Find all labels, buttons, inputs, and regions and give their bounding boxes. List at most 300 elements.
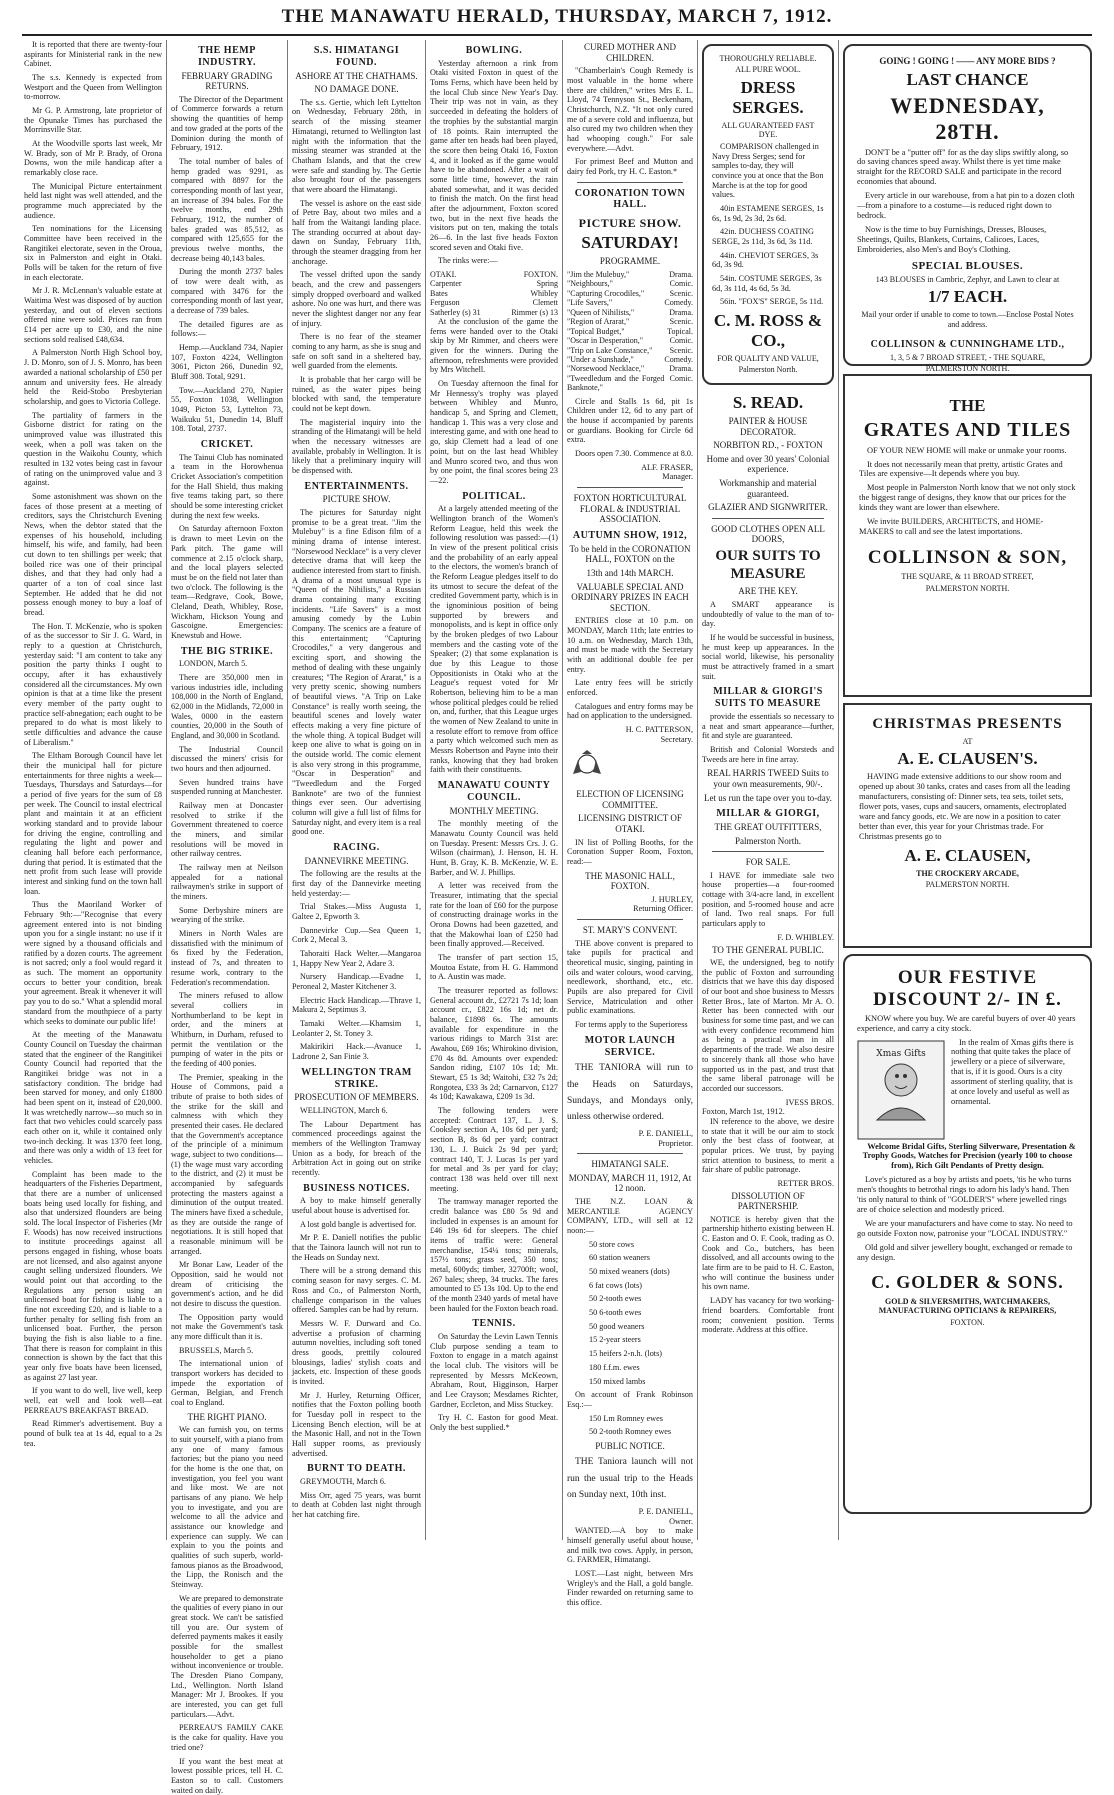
at-word: AT (859, 737, 1076, 746)
sale-text: THE N.Z. LOAN & MERCANTILE AGENCY COMPANY, LTD., will sell at 12 noon:— (567, 1197, 693, 1236)
paragraph: The rinks were:— (430, 256, 558, 266)
launch-title: MOTOR LAUNCH SERVICE. (567, 1035, 693, 1059)
rink-row (430, 298, 558, 307)
paragraph: BRUSSELS, March 5. (171, 1346, 283, 1356)
millar-place: Palmerston North. (702, 836, 834, 847)
rink-row-cell: Rimmer (s) 13 (497, 308, 558, 317)
last-chance: LAST CHANCE (857, 70, 1078, 90)
collinson-son: COLLINSON & SON, (859, 547, 1076, 569)
grates-tiles-ad (843, 374, 1092, 697)
entertainments-title: ENTERTAINMENTS. (292, 481, 421, 493)
film-row (567, 336, 693, 345)
lady-text: LADY has vacancy for two working-friend boarders. Comfortable front room; convenient position. Terms moderate. Address at this office. (702, 1296, 834, 1335)
rink-row (430, 308, 558, 317)
hort-entries: ENTRIES close at 10 p.m. on MONDAY, March 11th; late entries to 10 a.m. on Wednesday, March 13th, and must be made with the Secretary with an additional double fee per entry. (567, 616, 693, 674)
strike-title: THE BIG STRIKE. (171, 646, 283, 658)
read-title: S. READ. (702, 393, 834, 413)
hort-dates: 13th and 14th MARCH. (567, 568, 693, 579)
cricket-body (171, 453, 283, 641)
tennis-body (430, 1332, 558, 1433)
paragraph: 15 heifers 2-n.h. (lots) (581, 1349, 693, 1359)
rink-row-cell: Satherley (s) 31 (430, 308, 497, 317)
crockery-arcade: THE CROCKERY ARCADE, (859, 869, 1076, 878)
county-title: MANAWATU COUNTY COUNCIL. (430, 780, 558, 804)
public-notice-role: Owner. (567, 1517, 693, 1527)
sale-account: On account of Frank Robinson Esq.:— (567, 1390, 693, 1409)
paragraph: GREYMOUTH, March 6. (292, 1477, 421, 1487)
news-paragraph: It is reported that there are twenty-four aspirants for Ministerial rank in the new Cabinet. (24, 40, 162, 69)
film-row-cell: "Neighbours," (567, 279, 664, 288)
suits-p3: provide the essentials so necessary to a neat and smart appearance—further, fit and style are guaranteed. (702, 712, 834, 741)
paragraph: 54in. COSTUME SERGES, 3s 6d, 3s 11d, 4s 6d, 5s 3d. (712, 274, 824, 293)
paragraph: It is probable that her cargo will be ruined, as the water pipes being blocked with sand, the temperature could not be kept down. (292, 375, 421, 414)
bowling-title: BOWLING. (430, 45, 558, 57)
public-notice-title: PUBLIC NOTICE. (567, 1441, 693, 1452)
paragraph: The s.s. Gertie, which left Lyttelton on Wednesday, February 28th, in search of the missing steamer Himatangi, returned to Wellington last night with the information that the missing steamer was stranded at the Chatham Islands, and that the crew were safe and standing by. The Gertie also brought four of the passengers that were aboard the Himatangi. (292, 98, 421, 195)
paragraph: At a largely attended meeting of the Wellington branch of the Women's Reform League, held this week the following resolution was passed:—(1) In view of the present political crisis and the probability of an early appeal to the electors, the women's branch of the Reform League pledges itself to do its utmost to secure the defeat of the credited Government party, which is in the ignominious position of being supported by brewers and monopolists, and is kept in office only by the broken pledges of two Labour members and the casting vote of the Speaker; (2) that some explanation is due by this League to those Oppositionists in Otaki who at the League's request voted for Mr Robertson, believing him to be a man whose political pledges could be relied on, and, further, that this League urges the women of New Zealand to unite in a resolute effort to remove from office a party which welcomed such men as Messrs Robertson and Payne into their ranks, knowing that they had broken faith with their constituents. (430, 504, 558, 775)
paragraph: There are 350,000 men in various industries idle, including 108,000 in the North of England, 62,000 in the Midlands, 72,000 in Wales, 0000 in the eastern counties, 20,000 in the South of England, and 30,000 in Scotland. (171, 673, 283, 741)
divider (712, 518, 824, 519)
blouses-text: 143 BLOUSES in Cambric, Zephyr, and Lawn to clear at (857, 275, 1078, 284)
fraser-role: Manager. (567, 472, 693, 482)
christmas-presents-ad (843, 703, 1092, 948)
dress-serges-title: DRESS SERGES. (712, 78, 824, 118)
paragraph: Try H. C. Easton for good Meat. Only the best supplied.* (430, 1413, 558, 1432)
bowling-body-2 (430, 317, 558, 485)
retter-sign: RETTER BROS. (702, 1179, 834, 1189)
county-subtitle: MONTHLY MEETING. (430, 806, 558, 817)
paragraph: A letter was received from the Treasurer, intimating that the special rate for the loan of £60 for the purpose of constructing drainage works in the Orona Downs had been gazetted, and that the Makowhai loan of £250 had been finally approved.—Received. (430, 881, 558, 949)
business-notices-body (292, 1196, 421, 1458)
column-rule (562, 40, 563, 1540)
launch-role: Proprietor. (567, 1139, 693, 1149)
paragraph: The Premier, speaking in the House of Commons, paid a tribute of praise to both sides of the strike for the skill and calmness with which they presented their cases. He declared that the Government's acceptance of the principle of a minimum wage, subject to two conditions—(1) the wage must vary according to the district, and (2) it must be accompanied by safeguards protecting the masters against a diminution of the output treated. The miners have fixed a schedule, as they are outside the range of negotiations. It is still hoped that a reasonable minimum will be arranged. (171, 1073, 283, 1257)
paragraph: During the month 2737 bales of tow were dealt with, as compared with 3476 for the corresponding month of last year, a decrease of 739 bales. (171, 267, 283, 315)
film-row (567, 298, 693, 307)
film-row-cell: "Trip on Lake Constance," (567, 346, 664, 355)
news-paragraph: The s.s. Kennedy is expected from Westport and the Queen from Wellington to-morrow. (24, 73, 162, 102)
tram-subtitle: PROSECUTION OF MEMBERS. (292, 1092, 421, 1103)
film-row (567, 374, 693, 393)
grates-p2: It does not necessarily mean that pretty, artistic Grates and Tiles are expensive—It depends where you buy. (859, 460, 1076, 480)
political-body (430, 504, 558, 775)
going-going: GOING ! GOING ! —— ANY MORE BIDS ? (857, 56, 1078, 67)
paragraph: Railway men at Doncaster resolved to strike if the Government threatened to coerce the miners, and similar resolutions will be moved in other railway centres. (171, 801, 283, 859)
public-notice-text: THE Taniora launch will not run the usual trip to the Heads on Sunday next, 10th inst. (567, 1454, 693, 1502)
dissolution-text: NOTICE is hereby given that the partnership hitherto existing between H. C. Easton and O. F. Cook, trading as O. Cook and Co., butchers, has been dissolved, and all accounts owing to the late firm are to be paid to H. C. Easton, who will continue the business under his own name. (702, 1215, 834, 1292)
cured-title: CURED MOTHER AND CHILDREN. (567, 42, 693, 63)
racing-subtitle: DANNEVIRKE MEETING. (292, 856, 421, 867)
hort-prizes: VALUABLE SPECIAL AND ORDINARY PRIZES IN EACH SECTION. (567, 582, 693, 614)
suits-p4: British and Colonial Worsteds and Tweeds are here in fine array. (702, 745, 834, 764)
paragraph: The total number of bales of hemp graded was 9291, as compared with 8897 for the corresponding month of last year, an increase of 394 bales. For the twelve months, end 29th February, 1912, the number of bales graded was 85,512, as compared with 125,655 for the previous twelve months, the decrease being 40,143 bales. (171, 157, 283, 263)
paragraph: Messrs W. F. Durward and Co. advertise a profusion of charming autumn novelties, including soft toned dress goods, prettily coloured blousings, ladies' stylish coats and jackets, etc. Inspection of these goods is invited. (292, 1319, 421, 1387)
read-work: Workmanship and material guaranteed. (702, 478, 834, 499)
column-rule (425, 40, 426, 1540)
tram-body (292, 1106, 421, 1178)
film-row (567, 270, 693, 279)
rink-row (430, 289, 558, 298)
hort-role: Secretary. (567, 735, 693, 745)
tennis-title: TENNIS. (430, 1318, 558, 1330)
paragraph: Hemp.—Auckland 734, Napier 107, Foxton 4224, Wellington 3061, Picton 266, Dunedin 92, Bluff 308. Total, 9291. (171, 343, 283, 382)
public-notice-sign: P. E. DANIELL, (567, 1507, 693, 1517)
news-paragraph: Ten nominations for the Licensing Committee have been received in the Rangitikei electorate, seven in the Oroua, six in Palmerston and eight in Otaki. Polls will be taken for the return of five in each electorate. (24, 224, 162, 282)
film-row-cell: Comic. (664, 336, 693, 345)
film-row-cell: "Life Savers," (567, 298, 664, 307)
collinson-son-address: THE SQUARE, & 11 BROAD STREET, (859, 572, 1076, 581)
paragraph: 50 6-tooth ewes (581, 1308, 693, 1318)
film-row-cell: Scenic. (664, 289, 693, 298)
suits-title: OUR SUITS TO MEASURE (702, 548, 834, 583)
divider (577, 919, 683, 920)
suits-p2: If he would be successful in business, he must keep up appearances. In the social world, likewise, his personality must be attractively framed in a smart suit. (702, 633, 834, 681)
news-paragraph: The Municipal Picture entertainment held last night was well attended, and the programme much appreciated by the audience. (24, 182, 162, 221)
hemp-subtitle: FEBRUARY GRADING RETURNS. (171, 71, 283, 92)
clausen-city: PALMERSTON NORTH. (859, 880, 1076, 889)
paragraph: Tamaki Welter.—Khamsim 1, Leolanter 2, St. Toney 3. (292, 1019, 421, 1038)
lost-text: LOST.—Last night, between Mrs Wrigley's and the Hall, a gold bangle. Finder rewarded on returning same to this office. (567, 1569, 693, 1608)
tram-title: WELLINGTON TRAM STRIKE. (292, 1067, 421, 1091)
general-public-date: Foxton, March 1st, 1912. (702, 1107, 834, 1117)
column-rule (697, 40, 698, 1540)
piano-title: THE RIGHT PIANO. (171, 1412, 283, 1423)
rink-row-cell: OTAKI. (430, 270, 497, 279)
news-paragraph: Mr J. R. McLennan's valuable estate at Waitima West was disposed of by auction yesterday, and out of eleven sections offered nine were sold. Prices ran from £14 per acre up to £30, and the nine sections sold realised £48,634. (24, 286, 162, 344)
paragraph: There is no fear of the steamer coming to any harm, as she is snug and safe on soft sand in a sheltered bay, well guarded from the elements. (292, 332, 421, 371)
millar-sub: THE GREAT OUTFITTERS, (702, 822, 834, 833)
news-paragraph: If you want to do well, live well, keep well, eat well and look well—eat PERREAU'S BREAKFAST BREAD. (24, 1386, 162, 1415)
festive-p1: KNOW where you buy. We are careful buyers of over 40 years experience, and carry a city stock. (857, 1014, 1078, 1034)
sale-text-1: DON'T be a "putter off" for as the day slips swiftly along, so do saving chances speed away. Whilst there is yet time make straight for the RECORD SALE and participate in the record economies that abound. (857, 148, 1078, 188)
paragraph: The pictures for Saturday night promise to be a great treat. "Jim the Mulebuy" is a fine Edison film of a mining drama of intense interest. "Norsewood Necklace" is a very clever detective drama that will keep the audience interested from start to finish. A drama of a most unusual type is "Queen of the Nihilists," a Russian drama containing many exciting incidents. "Life Savers" is a most amusing comedy by the Lubin Company. The scenics are a feature of this entertainment; "Capturing Crocodiles," a very dangerous and exciting sport, and showing the method of dealing with these ungainly creatures; "The Region of Ararat," is a very pretty scenic, showing numbers of beautiful views. "A Trip on Lake Constance" is really worth seeing, the beautiful scenes and lovely water effects making a very fine picture of the whole thing. A topical Budget will keep one alive to what is going on in the outside world. The comic element is also very strong in this programme, "Oscar in Desperation" and "Tweedledum and the Forged Banknote" are two of the funniest things ever seen. Our advertising column will give a full list of films for Saturday night, and every item is a real good one. (292, 508, 421, 837)
sale-text-2: Every article in our warehouse, from a hat pin to a dozen cloth—from a pinafore to a costume—is reduced right down to bedrock. (857, 191, 1078, 221)
paragraph: Seven hundred trains have suspended running at Manchester. (171, 778, 283, 797)
rink-row-cell: Spring (497, 279, 558, 288)
film-row-cell: Scenic. (664, 346, 693, 355)
paragraph: The transfer of part section 15, Moutoa Estate, from H. G. Hammond to A. Austin was made. (430, 953, 558, 982)
burnt-title: BURNT TO DEATH. (292, 1463, 421, 1475)
cricket-title: CRICKET. (171, 439, 283, 451)
royal-arms-icon (567, 748, 607, 780)
paragraph: 15 2-year steers (581, 1335, 693, 1345)
paragraph: Some Derbyshire miners are wearying of the strike. (171, 906, 283, 925)
licensing-district: LICENSING DISTRICT OF OTAKI. (567, 813, 693, 834)
general-public-sign: IVESS BROS. (702, 1098, 834, 1108)
paragraph: Yesterday afternoon a rink from Otaki visited Foxton in quest of the Toms Ferns, which have been held by the local Club since New Year's Day. Their trip was not in vain, as they succeeded in defeating the holders of the trophies by the substantial margin of 18 points. Rain interrupted the game after ten heads had been played, the score then being Otaki 16, Foxton 4, and it looked as if the game would have to be abandoned. After a wait of some little time, however, the rain abated somewhat, and it was decided to finish the match. On the first head after the adjournment, Foxton scored two, but in the next five heads the visitors put on ten, making the totals 26—6. In the last five heads Foxton scored seven and Otaki five. (430, 59, 558, 252)
collinson-city: PALMERSTON NORTH. (857, 364, 1078, 373)
read-home: Home and over 30 years' Colonial experience. (702, 454, 834, 475)
read-role: PAINTER & HOUSE DECORATOR. (702, 416, 834, 437)
paragraph: PERREAU'S FAMILY CAKE is the cake for quality. Have you tried one? (171, 1723, 283, 1752)
film-row-cell: Drama. (664, 270, 693, 279)
suits-top: GOOD CLOTHES OPEN ALL DOORS, (702, 524, 834, 545)
beef-text: For primest Beef and Mutton and dairy fed Pork, try H. C. Easton.* (567, 157, 693, 176)
suits-tape: Let us run the tape over you to-day. (702, 793, 834, 804)
news-paragraph: At the meeting of the Manawatu County Council on Tuesday the chairman stated that the engineer of the Rangitikei County Council had reported that the Rangitikei bridge was not in a satisfactory condition. The bridge had been starved for money, and only £1800 had been spent on it, instead of £20,000. It was wretchedly narrow—so much so in fact that two vehicles could scarcely pass each other on it, while it contained only two-inch decking. It was 1370 feet long, and there was only a width of 13 feet for vehicles. (24, 1030, 162, 1165)
paragraph: Mr Bonar Law, Leader of the Opposition, said he would not dream of criticising the government's action, and he did not desire to discuss the question. (171, 1260, 283, 1308)
paragraph: A lost gold bangle is advertised for. (292, 1220, 421, 1230)
festive-bold: Welcome Bridal Gifts, Sterling Silverware, Presentation & Trophy Goods, Watches for Precision (yearly 100 to choose from), Rich Gilt Pendants of Pretty design. (857, 1142, 1078, 1172)
ship-title: S.S. HIMATANGI FOUND. (292, 45, 421, 69)
county-body (430, 819, 558, 1313)
film-row (567, 317, 693, 326)
festive-p5: Old gold and silver jewellery bought, exchanged or remade to any design. (857, 1243, 1078, 1263)
news-paragraph: The partiality of farmers in the Gisborne district for rating on the unimproved value was illustrated this week, when a poll was taken on the question in the Waikohu County, which resulted in 132 votes being cast in favour of rating on the unimproved value and 3 against. (24, 411, 162, 488)
column-advertisements (702, 40, 834, 1538)
hort-title: FOXTON HORTICULTURAL FLORAL & INDUSTRIAL ASSOCIATION. (567, 493, 693, 525)
film-row-cell: "Region of Ararat," (567, 317, 664, 326)
cured-text: "Chamberlain's Cough Remedy is most valuable in the home where there are children," writes Mrs E. L. Lloyd, 74 Tennyson St., Beckenham, Christchurch, N.Z. "It not only cured me of a severe cold and influenza, but also cured my two children when they had whooping cough." For sale everywhere.—Advt. (567, 66, 693, 153)
sale-text-3: Now is the time to buy Furnishings, Dresses, Blouses, Sheetings, Quilts, Blankets, Curtains, Calicoes, Laces, Embroideries, also Men's and Boy's Clothing. (857, 225, 1078, 255)
column-local-news (24, 40, 162, 1538)
paragraph: We are prepared to demonstrate the qualities of every piano in our great stock. We can't be satisfied till you are. Our system of deferred payments makes it easily possible for the smallest householder to get a piano without inconvenience or trouble. The Dresden Piano Company, Ltd., Wellington. North Island Manager: Mr J. Brookes. If you are interested, you can get full particulars.—Advt. (171, 1594, 283, 1720)
paragraph: The following tenders were accepted: Contract 137, L. J. S. Cooksley section A, 10s 6d per yard; section B, 8s 6d per yard; contract 130, L. J. Buick 2s 9d per yard; contract 140, T. J. Lucas 1s per yard for metal and 3s per yard for clay; contract 138 was held over till next meeting. (430, 1106, 558, 1193)
paragraph: 150 mixed lambs (581, 1377, 693, 1387)
sale-items-2 (567, 1414, 693, 1437)
column-hemp-cricket-strike (171, 40, 283, 1538)
film-row (567, 279, 693, 288)
paragraph: 40in ESTAMENE SERGES, 1s 6s, 1s 9d, 2s 3d, 2s 6d. (712, 204, 824, 223)
column-rule (166, 40, 167, 1540)
paragraph: Mr P. E. Daniell notifies the public that the Tainora launch will not run to the Heads on Sunday next. (292, 1233, 421, 1262)
film-row-cell: Comedy. (664, 355, 693, 364)
news-paragraph: Mr G. P. Armstrong, late proprietor of the Opunake Times has purchased the Morrinsville Star. (24, 106, 162, 135)
paragraph: The Industrial Council discussed the miners' crisis for two hours and then adjourned. (171, 745, 283, 774)
general-public-text: WE, the undersigned, beg to notify the public of Foxton and surrounding districts that we have this day disposed of our boot and shoe business to Messrs Retter Bros., late of Marton. Mr A. O. Retter has been connected with our business for some time past, and we can with every confidence recommend him as being a practical man in all departments of the trade. We also desire to sincerely thank all those who have supported us in the past, and trust that the same liberal patronage will be accorded our successors. (702, 958, 834, 1093)
rink-row-cell: Bates (430, 289, 497, 298)
film-row (567, 364, 693, 373)
paragraph: Mr J. Hurley, Returning Officer, notifies that the Foxton polling booth for Tuesday poll in respect to the Licensing Bench election, will be at the Masonic Hall, and not in the Town Hall supper rooms, as previously advertised. (292, 1391, 421, 1459)
film-row-cell: "Tweedledum and the Forged Banknote," (567, 374, 664, 393)
for-sale-title: FOR SALE. (702, 857, 834, 868)
film-row (567, 346, 693, 355)
film-row-cell: Drama. (664, 308, 693, 317)
fast-dye: ALL GUARANTEED FAST DYE. (712, 121, 824, 140)
piano-body (171, 1425, 283, 1795)
paragraph: On Tuesday afternoon the final for Mr Hennessy's trophy was played between Whibley and Munro, handicap 5, and Spring and Clemett, handicap 1. This was a very close and interesting game, and with one head to go, skip Clemett had a lead of one point, but on the last head Whibley and Munro scored two, and thus won by one point, the final scores being 23—22. (430, 379, 558, 485)
festive-title: OUR FESTIVE DISCOUNT 2/- IN £. (857, 967, 1078, 1011)
divider (577, 487, 683, 488)
film-row-cell: Topical. (664, 327, 693, 336)
blouses-price: 1/7 EACH. (857, 287, 1078, 307)
paragraph: The vessel is ashore on the east side of Petre Bay, about two miles and a half from the Waitangi landing place. The stranding occurred at about day-dawn on Sunday, February 11th, through the steamer dragging from her anchorage. (292, 199, 421, 267)
bowling-rinks-table (430, 270, 558, 317)
licensing-sign: J. HURLEY, (567, 895, 693, 905)
rink-row (430, 279, 558, 288)
collinson-address: 1, 3, 5 & 7 BROAD STREET, - THE SQUARE, (857, 353, 1078, 362)
grates-p4: We invite BUILDERS, ARCHITECTS, and HOME-MAKERS to call and see the latest importations. (859, 517, 1076, 537)
reliable-tag: THOROUGHLY RELIABLE. (712, 54, 824, 63)
launch-sign: P. E. DANIELL, (567, 1129, 693, 1139)
ship-body (292, 98, 421, 476)
for-sale-text: I HAVE for immediate sale two house properties—a four-roomed cottage with 3/4-acre land, in excellent position, and 5-roomed house and acre of land. Two real snaps. For full particulars apply to (702, 871, 834, 929)
masonic-hall: THE MASONIC HALL, FOXTON. (567, 871, 693, 892)
hemp-title: THE HEMP INDUSTRY. (171, 45, 283, 69)
suits-p1: A SMART appearance is undoubtedly of value to the man of to-day. (702, 600, 834, 629)
paragraph: Electric Hack Handicap.—Thrave 1, Makura 2, Septimus 3. (292, 996, 421, 1015)
paragraph: Tow.—Auckland 270, Napier 55, Foxton 1038, Wellington 1049, Picton 53, Lyttelton 73, Waikuku 51, Dunedin 14, Bluff 108. Total, 2737. (171, 386, 283, 434)
ship-subtitle-2: NO DAMAGE DONE. (292, 84, 421, 95)
racing-body (292, 869, 421, 1061)
column-display-ads (843, 40, 1092, 1538)
news-paragraph: A Palmerston North High School boy, J. D. Monro, son of J. S. Monro, has been awarded a national scholarship of £50 per annum and university fees. He already held the Reid-Stobo Presbyterian scholarship, and goes to Victoria College. (24, 348, 162, 406)
paragraph: 50 2-tooth ewes (581, 1294, 693, 1304)
grates-title: GRATES AND TILES (859, 419, 1076, 443)
blouses-title: SPECIAL BLOUSES. (857, 260, 1078, 273)
divider (712, 851, 824, 852)
festive-p4: We are your manufacturers and have come to stay. No need to go outside Foxton now, patronise your "LOCAL INDUSTRY." (857, 1219, 1078, 1239)
wednesday-title: WEDNESDAY, 28TH. (857, 93, 1078, 145)
licensing-title: ELECTION OF LICENSING COMMITTEE. (567, 789, 693, 810)
dress-serges-ad (702, 44, 834, 385)
paragraph: Miss Orr, aged 75 years, was burnt to death at Cobden last night through her hat catching fire. (292, 1491, 421, 1520)
film-row (567, 308, 693, 317)
paragraph: Miners in North Wales are dissatisfied with the minimum of 6s fixed by the Federation, instead of 7s, and threaten to resume work, contrary to the Federation's recommendation. (171, 929, 283, 987)
divider (577, 1153, 683, 1154)
column-rule (287, 40, 288, 1540)
picture-show-title: PICTURE SHOW. (567, 216, 693, 230)
suits-key: ARE THE KEY. (702, 586, 834, 597)
paragraph: 180 f.f.m. ewes (581, 1363, 693, 1373)
film-row (567, 355, 693, 364)
paragraph: The vessel drifted upon the sandy beach, and the crew and passengers simply dropped overboard and walked ashore. No one was hurt, and there was never the slightest danger nor any fear of injury. (292, 270, 421, 328)
grates-p1: OF YOUR NEW HOME will make or unmake your rooms. (859, 446, 1076, 456)
column-notices (567, 40, 693, 1538)
paragraph: The Opposition party would not make the Government's task any more difficult than it is. (171, 1313, 283, 1342)
paragraph: The following are the results at the first day of the Dannevirke meeting held yesterday:— (292, 869, 421, 898)
paragraph: On Saturday the Levin Lawn Tennis Club purpose sending a team to Foxton to engage in a match against the local club. The visitors will be represented by Messrs McKeown, Abraham, Rout, Higginson, Harper and Lee Crayson; Mesdames Richter, Gardner, Eccleton, and Miss Stuckey. (430, 1332, 558, 1409)
paragraph: 44in. CHEVIOT SERGES, 3s 6d, 3s 9d. (712, 251, 824, 270)
film-row-cell: "Norsewood Necklace," (567, 364, 664, 373)
film-row-cell: Scenic. (664, 317, 693, 326)
convent-terms: For terms apply to the Superioress (567, 1020, 693, 1030)
paragraph: 60 station weaners (581, 1253, 693, 1263)
business-notices-title: BUSINESS NOTICES. (292, 1183, 421, 1195)
film-row-cell: "Oscar in Desperation," (567, 336, 664, 345)
golder-title: C. GOLDER & SONS. (857, 1272, 1078, 1293)
read-glazier: GLAZIER AND SIGNWRITER. (702, 502, 834, 513)
rink-row-cell: Ferguson (430, 298, 497, 307)
paragraph: 6 fat cows (lots) (581, 1281, 693, 1291)
sale-date: MONDAY, MARCH 11, 1912, At 12 noon. (567, 1173, 693, 1194)
masthead: THE MANAWATU HERALD, THURSDAY, MARCH 7, 1912. (0, 6, 1114, 28)
paragraph: Trial Stakes.—Miss Augusta 1, Galtee 2, Epworth 3. (292, 902, 421, 921)
mail-order: Mail your order if unable to come to town.—Enclose Postal Notes and address. (857, 310, 1078, 329)
collinson-cunninghame: COLLINSON & CUNNINGHAME LTD., (857, 339, 1078, 351)
ross-quality: FOR QUALITY AND VALUE, (712, 354, 824, 363)
paragraph: Dannevirke Cup.—Sea Queen 1, Cork 2, Mecal 3. (292, 926, 421, 945)
paragraph: The Labour Department has commenced proceedings against the members of the Wellington Tramway Union as a body, for breach of the Arbitration Act in going out on strike recently. (292, 1120, 421, 1178)
rink-row-cell: Carpenter (430, 279, 497, 288)
entertainments-body (292, 508, 421, 837)
harris-tweed: REAL HARRIS TWEED Suits to your own measurements, 90/-. (702, 768, 834, 789)
paragraph: If you want the best meat at lowest possible prices, tell H. C. Easton so to call. Customers waited on daily. (171, 1757, 283, 1795)
paragraph: Nursery Handicap.—Evadne 1, Peroneal 2, Master Kitchener 3. (292, 972, 421, 991)
racing-title: RACING. (292, 842, 421, 854)
paragraph: The Tainui Club has nominated a team in the Horowhenua Cricket Association's competition for the Hall Shield, thus making five teams taking part, so there should be some interesting cricket during the next few weeks. (171, 453, 283, 521)
festive-p3: Love's pictured as a boy by artists and poets, 'tis he who turns men's thoughts to betrothal rings to adorn his lady's hand. Then 'tis only natural to think of "GOLDER'S" where jewelled rings are of choice selection and modestly priced. (857, 1175, 1078, 1215)
dissolution-title: DISSOLUTION OF PARTNERSHIP. (702, 1191, 834, 1212)
read-address: NORBITON RD., - FOXTON (702, 440, 834, 451)
fraser-sign: ALF. FRASER, (567, 463, 693, 473)
strike-body (171, 659, 283, 1407)
paragraph: Makirikiri Hack.—Avanuce 1, Ladrone 2, San Finie 3. (292, 1042, 421, 1061)
hemp-body (171, 95, 283, 434)
paragraph: The Director of the Department of Commerce forwards a return showing the quantities of hemp and tow graded at the ports of the Dominion during the month of February, 1912. (171, 95, 283, 153)
film-row-cell: "Capturing Crocodiles," (567, 289, 664, 298)
licensing-role: Returning Officer. (567, 904, 693, 914)
clausen-name: A. E. CLAUSEN, (859, 846, 1076, 866)
hort-held: To be held in the CORONATION HALL, FOXTON on the (567, 544, 693, 565)
wanted-text: WANTED.—A boy to make himself generally useful about house, and milk two cows. Apply, in person, G. FARMER, Himatangi. (567, 1526, 693, 1565)
collinson-son-city: PALMERSTON NORTH. (859, 584, 1076, 593)
paragraph: We can furnish you, on terms to suit yourself, with a piano from any one of many famous factories; but the piano you need for the home is the one that, on investigation, you feel you want and like most. We are not partisans of any piano. We help you to investigate, and you are welcome to all the advice and assistance our knowledge and experience can supply. We can explain to you the points and qualities of such superb, world-famous pianos as the Broadwood, the Lipp, the Ronisch and the Steinway. (171, 1425, 283, 1589)
paragraph: 50 store cows (581, 1240, 693, 1250)
paragraph: 56in. "FOX'S" SERGE, 5s 11d. (712, 297, 824, 307)
column-bowling-political (430, 40, 558, 1538)
paragraph: The treasurer reported as follows: General account dr., £2721 7s 1d; loan account cr., £822 16s 1d; net dr. balance, £1898 6s. The amounts available for expenditure in the various ridings to March 31st are: Awahou, £69 16s; Whirokino division, £70 4s 8d. Amounts over expended: Sandon riding, £107 10s 1d; Mt. Stewart, £5 1s 3d; Waitohi, £32 7s 2d; Rongotea, £33 3s 2d; Carnarvon, £127 4s 10d; Kawakawa, £209 1s 3d. (430, 986, 558, 1102)
coronation-hall: CORONATION TOWN HALL. (567, 188, 693, 212)
paragraph: The magisterial inquiry into the stranding of the Himatangi will be held when the necessary witnesses are available, probably in Wellington. It is likely that a preliminary inquiry will be dispensed with. (292, 418, 421, 476)
bowling-body (430, 59, 558, 266)
film-row-cell: Comic. (664, 279, 693, 288)
golder-place: FOXTON. (857, 1318, 1078, 1327)
wool-tag: ALL PURE WOOL. (712, 65, 824, 74)
paragraph: The detailed figures are as follows:— (171, 320, 283, 339)
paragraph: The miners refused to allow several colliers in Northumberland to be kept in order, and the miners at Whitburn, in Durham, refused to permit the ventilation or the pumping of water in the pits or the feeding of 400 ponies. (171, 991, 283, 1068)
film-row-cell: Drama. (664, 364, 693, 373)
hort-late: Late entry fees will be strictly enforced. (567, 678, 693, 697)
local-news-list (24, 40, 162, 1448)
political-title: POLITICAL. (430, 491, 558, 503)
rink-row-cell: Clemett (497, 298, 558, 307)
retter-text: IN reference to the above, we desire to state that it will be our aim to stock only the best class of footwear, at popular prices. We trust, by paying strict attention to business, to merit a fair share of public patronage. (702, 1117, 834, 1175)
illustration-caption: Xmas Gifts (876, 1049, 926, 1059)
paragraph: 42in. DUCHESS COATING SERGE, 2s 11d, 3s 6d, 3s 11d. (712, 227, 824, 246)
news-paragraph: The Eltham Borough Council have let their the municipal hall for picture entertainments for three nights a week—Tuesdays, Thursdays and Saturdays—for a period of five years for the sum of £8 per week. The Council to instal electrical plant and maintain it at an efficient working standard and to provide labour for driving the engine, controlling and regulating the light and power and cleaning hall before each performance, during that period. It is estimated that the nett profit from such lease will provide interest and sinking fund on the town hall loan. (24, 751, 162, 896)
paragraph: The monthly meeting of the Manawatu County Council was held on Tuesday. Present: Messrs Crs. J. G. Wilson (chairman), J. Henson, H. H. Hunt, B. Gray, K. B. McKenzie, W. E. Barber, and W. J. Phillips. (430, 819, 558, 877)
ross-name: C. M. ROSS & CO., (712, 311, 824, 351)
film-row-cell: "Jim the Mulebuy," (567, 270, 664, 279)
masthead-rule (22, 34, 1092, 36)
rink-row-cell: Whibley (497, 289, 558, 298)
paragraph: WELLINGTON, March 6. (292, 1106, 421, 1116)
ross-place: Palmerston North. (712, 365, 824, 374)
film-row-cell: "Queen of Nihilists," (567, 308, 664, 317)
sale-title: HIMATANGI SALE. (567, 1159, 693, 1170)
news-paragraph: The Hon. T. McKenzie, who is spoken of as the successor to Sir J. G. Ward, in reply to a question at Christchurch, yesterday said: "I am content to take any position the party thinks I ought to occupy, after it has exhaustively considered all the circumstances. My own opinion is that at a time like the present every member of the party ought to practice self-abnegation; each ought to be prepared to do what is most likely to settle difficulties and advance the cause of Liberalism." (24, 622, 162, 748)
paragraph: 150 Lm Romney ewes (581, 1414, 693, 1424)
christmas-title: CHRISTMAS PRESENTS (859, 716, 1076, 734)
programme-title: PROGRAMME. (567, 256, 693, 267)
film-row-cell: Comedy. (664, 298, 693, 307)
news-paragraph: Read Rimmer's advertisement. Buy a pound of bulk tea at 1s 4d, equal to a 2s tea. (24, 1419, 162, 1448)
autumn-show: AUTUMN SHOW, 1912, (567, 530, 693, 542)
burnt-body (292, 1477, 421, 1520)
golder-sub: GOLD & SILVERSMITHS, WATCHMAKERS, MANUFACTURING OPTICIANS & REPAIRERS, (857, 1297, 1078, 1316)
paragraph: The tramway manager reported the credit balance was £80 5s 9d and included in expenses is an amount for £46 19s 6d for sleepers. The chief items of traffic were: General merchandise, 154¼ tons; minerals, 157½ tons; grass seed, 350 tons; metal, 600yds; timber, 32700ft; wool, 267 bales; sheep, 34 trucks. The fares amounted to £5 13s 10d. Up to the end of the month 2340 yards of metal have been hauled for the Foxton beach road. (430, 1197, 558, 1313)
record-sale-ad (843, 44, 1092, 366)
hort-catalogue: Catalogues and entry forms may be had on application to the undersigned. (567, 702, 693, 721)
millar-name: MILLAR & GIORGI, (702, 808, 834, 820)
paragraph: 50 good weaners (581, 1322, 693, 1332)
convent-title: ST. MARY'S CONVENT. (567, 925, 693, 936)
ship-subtitle: ASHORE AT THE CHATHAMS. (292, 71, 421, 82)
news-paragraph: Thus the Maoriland Worker of February 9th:—"Recognise that every agreement entered into is not binding upon you for a single instant: no use if it were signed by a thousand officials and ratified by a dozen courts. The agreement is not sacred; only a fool would regard it as such. The moment an opportunity occurs to better your condition, break your agreement. Break it whenever it will pay you to do so." What a splendid moral standard from the mouthpiece of a party which seeks to dominate our public life! (24, 900, 162, 1026)
doors-text: Doors open 7.30. Commence at 8.0. (567, 449, 693, 459)
film-programme (567, 270, 693, 393)
